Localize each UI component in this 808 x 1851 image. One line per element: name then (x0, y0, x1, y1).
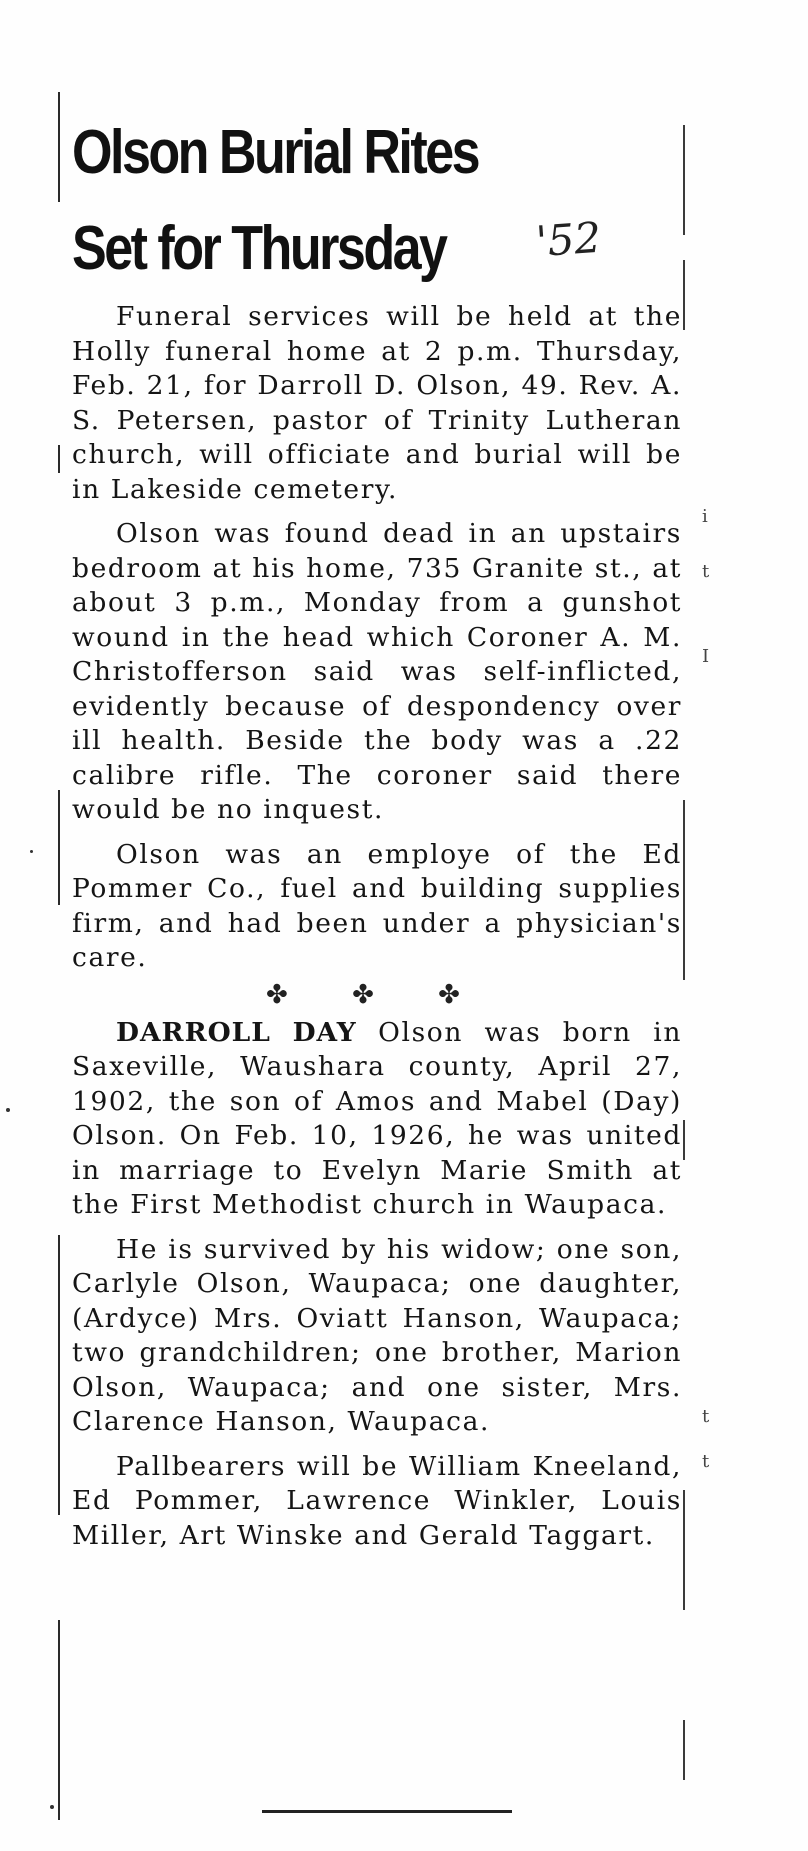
right-column-rule (683, 125, 685, 235)
headline-line-2: Set for Thursday (72, 214, 446, 283)
article-body (72, 300, 682, 1553)
right-column-rule (683, 1720, 685, 1780)
biography-text: Olson was born in Saxeville, Waushara county, April 27, 1902, the son of Amos and Mabel (Day) Olson. On Feb. 10, 1926, he was united in marriage to Evelyn Marie Smith at the First Methodist church in Waupaca. (72, 1016, 683, 1220)
handwritten-year-annotation: '52 (534, 212, 603, 267)
margin-fragment: t (702, 1406, 710, 1427)
biography-lead-in: DARROLL DAY (116, 1016, 357, 1048)
headline-line-1: Olson Burial Rites (72, 118, 479, 187)
right-column-rule (683, 260, 685, 330)
paragraph-death-details: Olson was found dead in an upstairs bedroom at his home, 735 Granite st., at about 3 p.m., Monday from a gunshot wound in the head which Coroner A. M. Christofferson said was self-inflicted, evidently because of despondency over ill health. Beside the body was a .22 calibre rifle. The coroner said there would be no inquest. (72, 518, 682, 825)
paragraph-funeral-services: Funeral services will be held at the Holly funeral home at 2 p.m. Thursday, Feb. 21, for Darroll D. Olson, 49. Rev. A. S. Petersen, pastor of Trinity Lutheran church, will officiate and burial will be in Lakeside cemetery. (72, 301, 682, 505)
headline (72, 105, 576, 297)
left-column-rule (58, 1235, 60, 1515)
article-end-rule (262, 1810, 512, 1813)
margin-fragment: i (702, 506, 708, 527)
left-column-rule (58, 92, 60, 202)
left-column-rule (58, 790, 60, 905)
right-column-rule (683, 1490, 685, 1610)
paragraph-survivors: He is survived by his widow; one son, Carlyle Olson, Waupaca; one daughter, (Ardyce) Mrs. Oviatt Hanson, Waupaca; two grandchildren; one brother, Marion Olson, Waupaca; and one sister, Mrs. Clarence Hanson, Waupaca. (72, 1233, 682, 1437)
right-column-rule (683, 1120, 685, 1160)
paragraph-employment: Olson was an employe of the Ed Pommer Co., fuel and building supplies firm, and had been under a physician's care. (72, 838, 682, 973)
paragraph-pallbearers: Pallbearers will be William Kneeland, Ed Pommer, Lawrence Winkler, Louis Miller, Art Winske and Gerald Taggart. (72, 1450, 682, 1551)
left-column-rule (58, 445, 60, 473)
left-column-rule (58, 1620, 60, 1820)
paragraph-biography (72, 1016, 682, 1223)
right-column-rule (683, 800, 685, 980)
section-ornament: ✤ ✤ ✤ (266, 979, 488, 1010)
print-speck (6, 1108, 10, 1112)
margin-fragment: I (702, 646, 710, 667)
margin-fragment: t (702, 561, 710, 582)
print-speck (30, 850, 33, 853)
print-speck (50, 1805, 54, 1809)
margin-fragment: t (702, 1451, 710, 1472)
